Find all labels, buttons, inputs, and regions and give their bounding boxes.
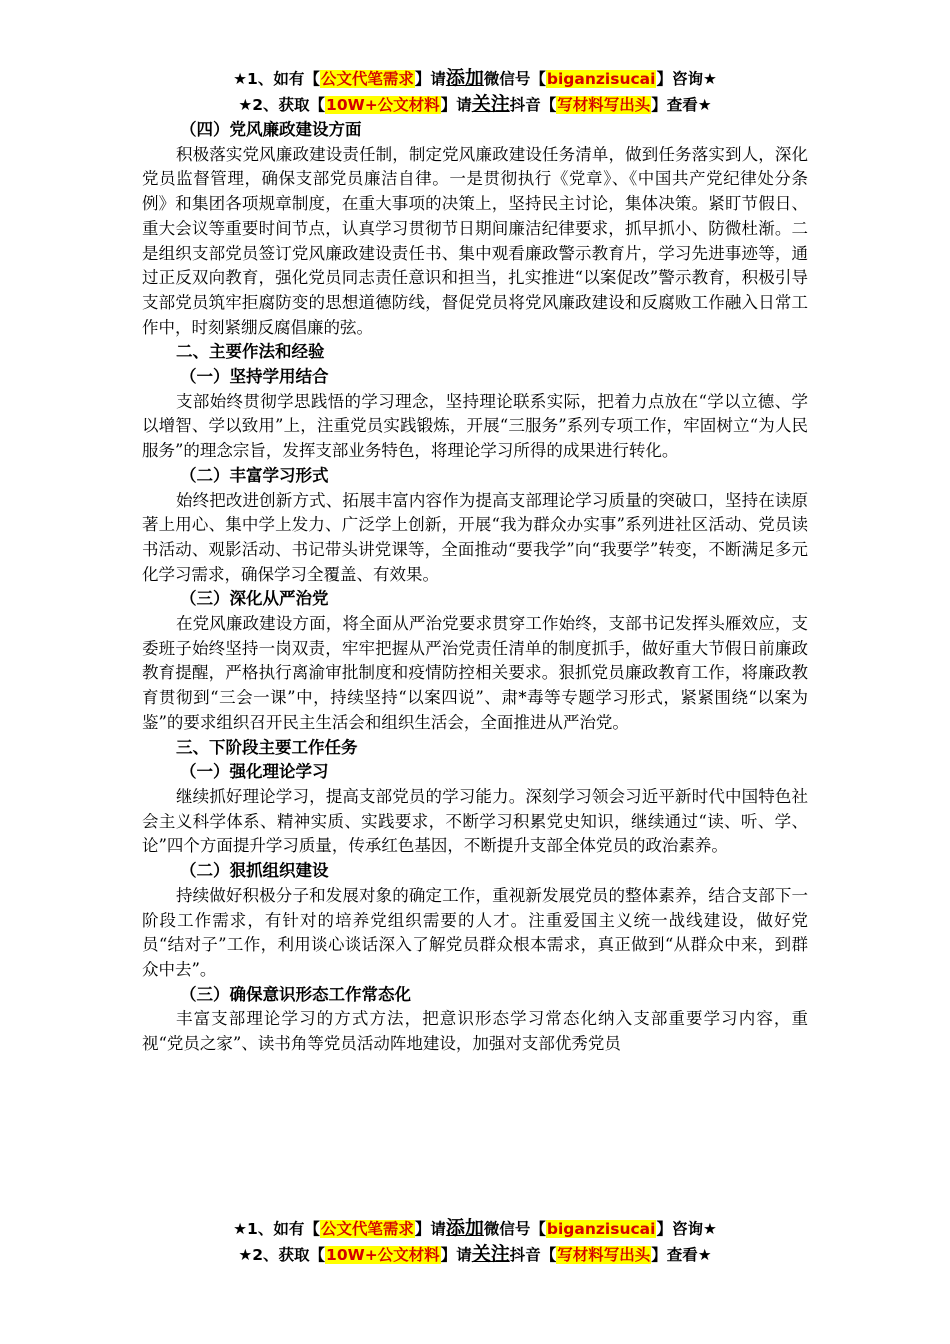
promo-emphasis: 添加 (445, 1217, 484, 1239)
paragraph: 持续做好积极分子和发展对象的确定工作，重视新发展党员的整体素养，结合支部下一阶段工作需求，有针对的培养党组织需要的人才。注重爱国主义统一战线建设，做好党员“结对子”工作，利用谈心谈话深入了解党员群众根本需求，真正做到“从群众中来，到群众中去”。 (142, 885, 808, 979)
promo-text: 】咨询★ (656, 70, 717, 88)
promo-text: ★2、获取【 (238, 1246, 326, 1264)
promo-text: 微信号【 (483, 70, 546, 88)
promo-text: 】查看★ (651, 1246, 712, 1264)
promo-text: ★1、如有【 (233, 1220, 320, 1238)
promo-line-1 (0, 1216, 950, 1242)
promo-text: ★1、如有【 (233, 70, 320, 88)
promo-line-2 (0, 1242, 950, 1268)
promo-text: 】请 (414, 1220, 446, 1238)
promo-banner-bottom (0, 1216, 950, 1268)
document-body (142, 118, 808, 1057)
section-heading: （一）坚持学用结合 (180, 367, 329, 387)
section-heading: （一）强化理论学习 (180, 762, 329, 782)
promo-text: 】请 (440, 96, 472, 114)
promo-emphasis: 关注 (471, 1243, 510, 1265)
chapter-heading: 二、主要作法和经验 (176, 342, 325, 362)
promo-highlight: 10W+公文材料 (326, 96, 440, 114)
promo-highlight: 公文代笔需求 (320, 70, 414, 88)
section-heading: （三）深化从严治党 (180, 589, 329, 609)
wechat-id-highlight: biganzisucai (546, 1220, 656, 1238)
paragraph: 支部始终贯彻学思践悟的学习理念，坚持理论联系实际，把着力点放在“学以立德、学以增智、学以致用”上，注重党员实践锻炼，开展“三服务”系列专项工作，牢固树立“为人民服务”的理念宗旨，发挥支部业务特色，将理论学习所得的成果进行转化。 (142, 391, 808, 461)
promo-text: 】请 (414, 70, 446, 88)
promo-text: 】请 (440, 1246, 472, 1264)
section-heading: （二）狠抓组织建设 (180, 861, 329, 881)
promo-highlight: 公文代笔需求 (320, 1220, 414, 1238)
paragraph: 丰富支部理论学习的方式方法，把意识形态学习常态化纳入支部重要学习内容，重视“党员之家”、读书角等党员活动阵地建设，加强对支部优秀党员 (142, 1009, 808, 1054)
promo-emphasis: 添加 (445, 67, 484, 89)
promo-highlight: 10W+公文材料 (326, 1246, 440, 1264)
promo-text: 抖音【 (509, 96, 557, 114)
promo-line-2 (0, 92, 950, 118)
wechat-id-highlight: biganzisucai (546, 70, 656, 88)
paragraph: 继续抓好理论学习，提高支部党员的学习能力。深刻学习领会习近平新时代中国特色社会主义科学体系、精神实质、实践要求，不断学习积累党史知识，继续通过“读、听、学、论”四个方面提升学习质量，传承红色基因，不断提升支部全体党员的政治素养。 (142, 786, 808, 856)
paragraph: 在党风廉政建设方面，将全面从严治党要求贯穿工作始终，支部书记发挥头雁效应，支委班子始终坚持一岗双责，牢牢把握从严治党责任清单的制度抓手，做好重大节假日前廉政教育提醒，严格执行离渝审批制度和疫情防控相关要求。狠抓党员廉政教育工作，将廉政教育贯彻到“三会一课”中，持续坚持“以案四说”、肃*毒等专题学习形式，紧紧围绕“以案为鉴”的要求组织召开民主生活会和组织生活会，全面推进从严治党。 (142, 614, 808, 732)
paragraph: 积极落实党风廉政建设责任制，制定党风廉政建设任务清单，做到任务落实到人，深化党员监督管理，确保支部党员廉洁自律。一是贯彻执行《党章》、《中国共产党纪律处分条例》和集团各项规章制度，在重大事项的决策上，坚持民主讨论，集体决策。紧盯节假日、重大会议等重要时间节点，认真学习贯彻节日期间廉洁纪律要求，抓早抓小、防微杜渐。二是组织支部党员签订党风廉政建设责任书、集中观看廉政警示教育片，学习先进事迹等，通过正反双向教育，强化党员同志责任意识和担当，扎实推进“以案促改”警示教育，积极引导支部党员筑牢拒腐防变的思想道德防线，督促党员将党风廉政建设和反腐败工作融入日常工作中，时刻紧绷反腐倡廉的弦。 (142, 144, 808, 337)
promo-banner-top (0, 66, 950, 118)
promo-emphasis: 关注 (471, 93, 510, 115)
douyin-account-highlight: 写材料写出头 (557, 96, 651, 114)
section-heading: （二）丰富学习形式 (180, 465, 329, 485)
promo-line-1 (0, 66, 950, 92)
section-heading: （四）党风廉政建设方面 (180, 120, 362, 139)
promo-text: 】查看★ (651, 96, 712, 114)
section-heading: （三）确保意识形态工作常态化 (180, 984, 411, 1004)
paragraph: 始终把改进创新方式、拓展丰富内容作为提高支部理论学习质量的突破口，坚持在读原著上用心、集中学上发力、广泛学上创新，开展“我为群众办实事”系列进社区活动、党员读书活动、观影活动、书记带头讲党课等，全面推动“要我学”向“我要学”转变，不断满足多元化学习需求，确保学习全覆盖、有效果。 (142, 490, 808, 584)
douyin-account-highlight: 写材料写出头 (557, 1246, 651, 1264)
promo-text: ★2、获取【 (238, 96, 326, 114)
promo-text: 微信号【 (483, 1220, 546, 1238)
promo-text: 】咨询★ (656, 1220, 717, 1238)
promo-text: 抖音【 (509, 1246, 557, 1264)
chapter-heading: 三、下阶段主要工作任务 (176, 737, 358, 757)
